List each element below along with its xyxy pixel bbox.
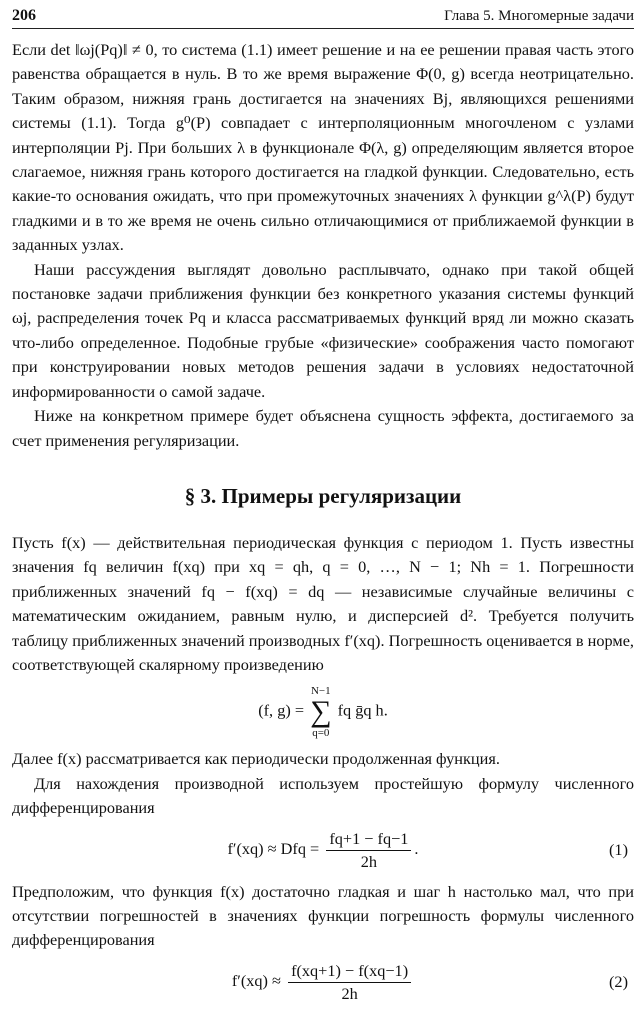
inner-product-lhs: (f, g) = <box>258 701 305 721</box>
sum-operator <box>310 685 331 739</box>
sigma-icon: ∑ <box>310 695 332 729</box>
running-head <box>12 4 634 29</box>
equation-1-fraction <box>326 829 411 872</box>
paragraph-3: Ниже на конкретном примере будет объяснена сущность эффекта, достигаемого за счет применения регуляризации. <box>12 406 634 450</box>
sum-upper-limit: N−1 <box>310 685 331 698</box>
equation-2-fraction <box>288 961 411 1004</box>
equation-1-denominator: 2h <box>360 851 378 871</box>
equation-2 <box>12 961 634 1004</box>
equation-2-numerator: f(xq+1) − f(xq−1) <box>288 961 411 983</box>
equation-1 <box>12 829 634 872</box>
paragraph-2: Наши рассуждения выглядят довольно расплывчато, однако при такой общей постановке задачи приближения функции без конкретного указания системы функций ωj, распределения точек Pq и класса рассматриваемых функций вряд ли можно сказать что-либо определенное. Подобные грубые «физические» соображения часто помогают при конструировании новых методов решения задачи в условиях недостаточной информированности о самой задаче. <box>12 259 634 401</box>
paragraph-4: Пусть f(x) — действительная периодическая функция с периодом 1. Пусть известны значения fq величин f(xq) при xq = qh, q = 0, …, N − 1; Nh = 1. Погрешности приближенных значений fq − f(xq) = dq — независимые случайные величины с математическим ожиданием, равным нулю, и дисперсией d². Требуется получить таблицу приближенных значений производных f′(xq). Погрешность оценивается в норме, соответствующей скалярному произведению <box>12 532 634 674</box>
equation-2-lhs: f′(xq) ≈ <box>231 971 281 991</box>
equation-2-denominator: 2h <box>341 983 358 1003</box>
equation-1-numerator: fq+1 − fq−1 <box>326 829 411 851</box>
equation-1-tail: . <box>414 838 419 858</box>
equation-1-number: (1) <box>609 839 628 859</box>
paragraph-5: Далее f(x) рассматривается как периодически продолженная функция. <box>12 749 500 769</box>
equation-2-number: (2) <box>609 972 628 992</box>
equation-1-lhs: f′(xq) ≈ Dfq = <box>227 838 320 858</box>
inner-product-formula <box>12 685 634 739</box>
paragraph-7: Предположим, что функция f(x) достаточно гладкая и шаг h настолько мал, что при отсутствии погрешностей в значениях функции погрешность формулы численного дифференцирования <box>12 881 634 950</box>
sum-lower-limit: q=0 <box>312 727 330 740</box>
sum-summand: fq ḡq h. <box>337 701 388 721</box>
paragraph-6: Для нахождения производной используем простейшую формулу численного дифференцирования <box>12 773 634 818</box>
section-title: § 3. Примеры регуляризации <box>184 483 462 508</box>
chapter-title: Глава 5. Многомерные задачи <box>444 8 634 24</box>
paragraph-1: Если det ‖ωj(Pq)‖ ≠ 0, то система (1.1) имеет решение и на ее решении правая часть этого равенства обращается в нуль. В то же время выражение Φ(0, g) всегда неотрицательно. Таким образом, нижняя грань достигается на значениях Bj, являющихся решениями системы (1.1). Тогда g⁰(P) совпадает с интерполяционным многочленом с узлами интерполяции Pj. При больших λ в функционале Φ(λ, g) определяющим является второе слагаемое, нижняя грань которого достигается на гладкой функции. Следовательно, есть какие-то основания ожидать, что при промежуточных значениях λ функции g^λ(P) будут гладкими и в то же время не очень сильно отличающимися от приближаемой функции в заданных узлах. <box>12 40 634 255</box>
page-body <box>12 38 634 1012</box>
page-number: 206 <box>12 7 36 24</box>
